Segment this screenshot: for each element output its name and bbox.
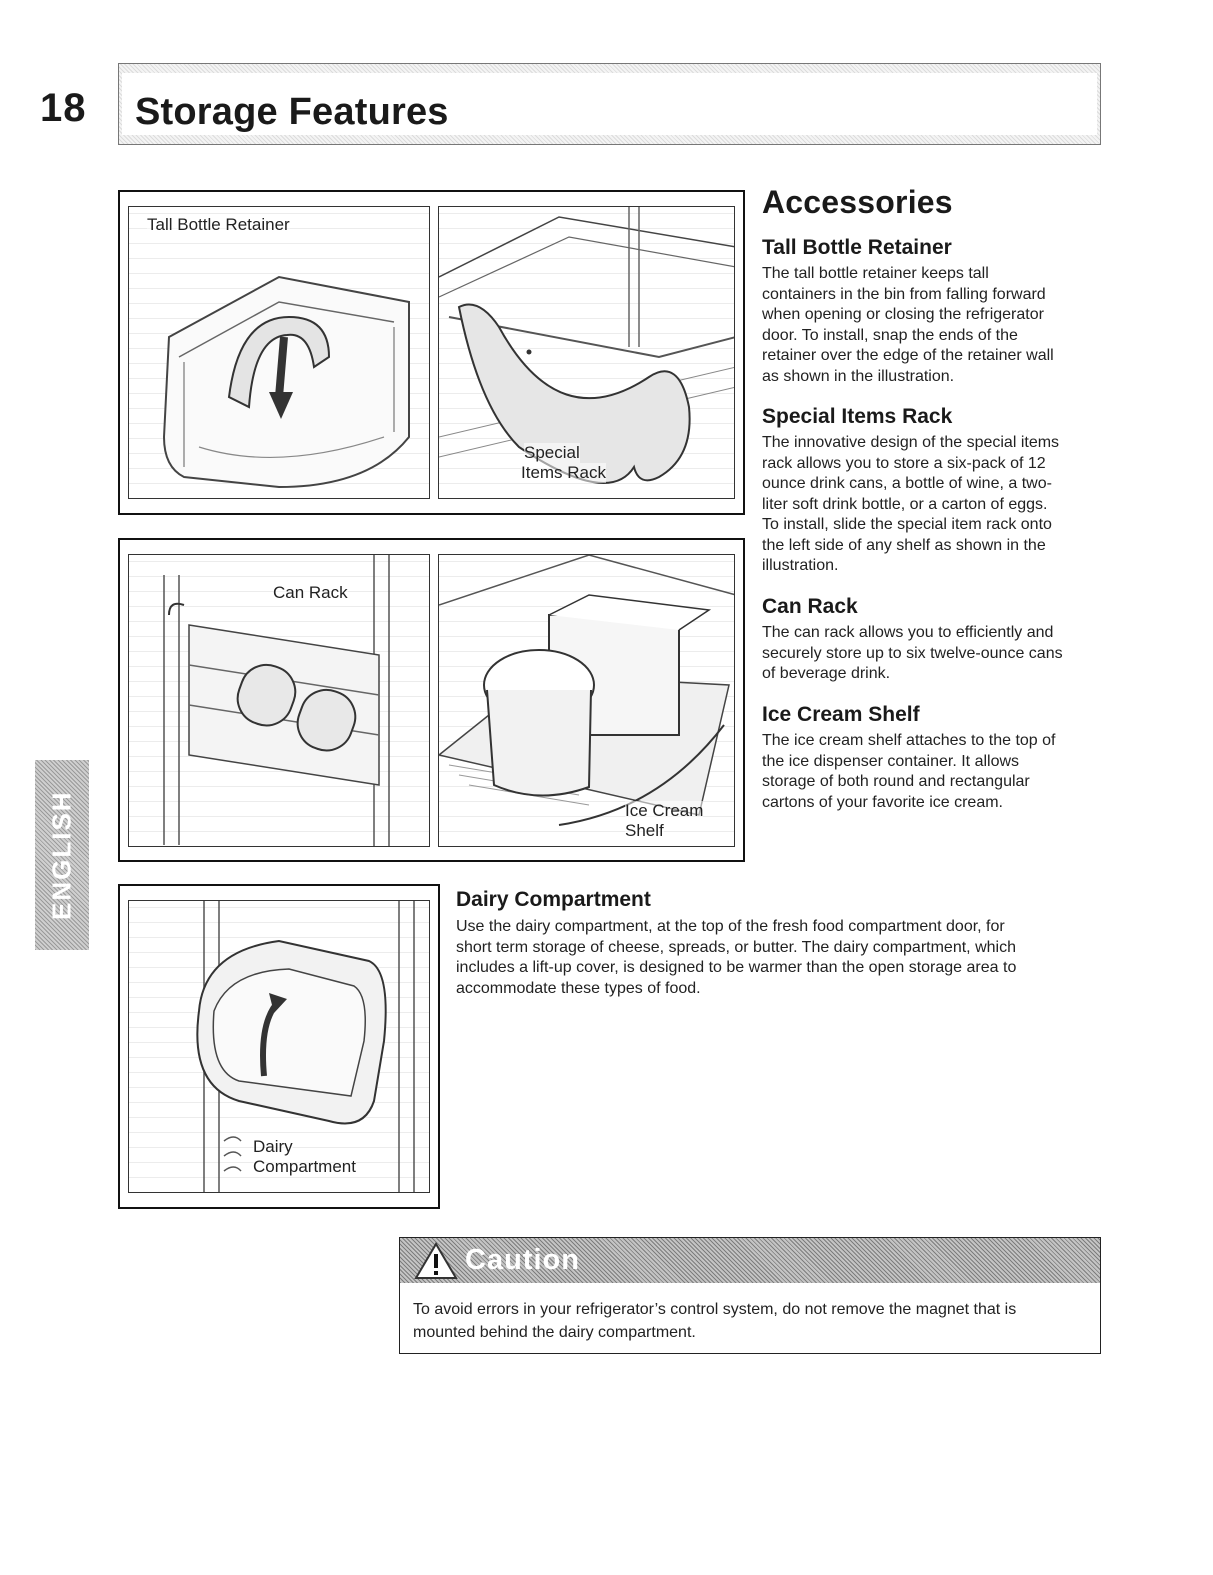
accessories-heading: Accessories bbox=[762, 184, 953, 220]
page-title: Storage Features bbox=[135, 91, 449, 133]
ice-cream-shelf-label-2: Shelf bbox=[625, 821, 664, 840]
figure-dairy bbox=[118, 884, 440, 1209]
dairy-label-2: Compartment bbox=[253, 1157, 356, 1176]
language-tab-label: ENGLISH bbox=[46, 790, 77, 920]
page-number: 18 bbox=[40, 86, 87, 130]
caution-title: Caution bbox=[465, 1244, 580, 1276]
tall-bottle-retainer-title: Tall Bottle Retainer bbox=[762, 236, 952, 259]
ice-cream-shelf-title: Ice Cream Shelf bbox=[762, 703, 920, 726]
special-items-rack-illustration bbox=[438, 206, 735, 499]
figure-middle bbox=[118, 538, 745, 862]
ice-cream-shelf-illustration bbox=[438, 554, 735, 847]
tall-bottle-retainer-text: The tall bottle retainer keeps tall containers in the bin from falling forward when opening or closing the refrigerator door. To install, snap the ends of the retainer over the edge of the retainer wall as shown in the illustration. bbox=[762, 265, 1054, 385]
warning-triangle-icon bbox=[414, 1242, 458, 1280]
figure-top bbox=[118, 190, 745, 515]
tall-bottle-retainer-illustration bbox=[128, 206, 430, 499]
special-items-rack-text: The innovative design of the special items rack allows you to store a six-pack of 12 ounce drink cans, a bottle of wine, a two- liter soft drink bottle, or a carton of eggs. To install, slide the special item rack onto the left side of any shelf as shown in the illustration. bbox=[762, 434, 1060, 574]
bottle-bin-drawing bbox=[129, 207, 430, 499]
can-rack-illustration bbox=[128, 554, 430, 847]
special-items-rack-label-2: Items Rack bbox=[521, 463, 607, 482]
can-rack-label: Can Rack bbox=[273, 583, 348, 602]
special-items-rack-title: Special Items Rack bbox=[762, 405, 953, 428]
tall-bottle-retainer-label: Tall Bottle Retainer bbox=[147, 215, 290, 234]
header-inner bbox=[122, 73, 1097, 135]
special-rack-drawing bbox=[439, 207, 735, 499]
dairy-compartment-title: Dairy Compartment bbox=[456, 888, 651, 911]
dairy-label-1: Dairy bbox=[253, 1137, 293, 1156]
can-rack-text: The can rack allows you to efficiently and securely store up to six twelve-ounce cans of beverage drink. bbox=[762, 624, 1063, 682]
caution-box bbox=[399, 1237, 1101, 1354]
caution-header bbox=[400, 1238, 1100, 1283]
can-rack-title: Can Rack bbox=[762, 595, 858, 618]
caution-text: To avoid errors in your refrigerator’s control system, do not remove the magnet that is mounted behind the dairy compartment. bbox=[413, 1301, 1017, 1341]
special-items-rack-label-1: Special bbox=[524, 443, 580, 462]
ice-cream-shelf-label-1: Ice Cream bbox=[625, 801, 704, 820]
header-bar bbox=[118, 63, 1101, 145]
ice-cream-shelf-text: The ice cream shelf attaches to the top of the ice dispenser container. It allows storage of both round and rectangular cartons of your favorite ice cream. bbox=[762, 732, 1056, 811]
dairy-compartment-text: Use the dairy compartment, at the top of the fresh food compartment door, for short term storage of cheese, spreads, or butter. The dairy compartment, which includes a lift-up cover, is designed to be warmer than the open storage area to accommodate these types of food. bbox=[456, 918, 1017, 997]
dairy-compartment-illustration bbox=[128, 900, 430, 1193]
language-tab bbox=[35, 760, 89, 950]
